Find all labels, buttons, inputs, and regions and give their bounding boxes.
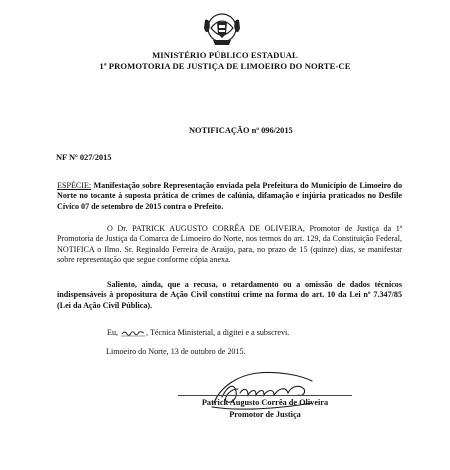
body-paragraph <box>57 224 402 266</box>
place-date: Limoeiro do Norte, 13 de outubro de 2015. <box>106 347 246 356</box>
clerk-suffix: , Técnica Ministerial, a digitei e a subscrevi. <box>146 328 290 337</box>
signer-name: Patrick Augusto Corrêa de Oliveira <box>201 398 329 407</box>
nf-number: NF Nº 027/2015 <box>56 153 112 162</box>
subject-text: Manifestação sobre Representação enviada pela Prefeitura do Município de Limoeiro do Norte no tocante à suposta prática de crimes de calúnia, difamação e injúria praticados no Desfile Cívico 07 de setembro de 2015 contra o Prefeito. <box>57 181 402 211</box>
coat-of-arms-logo <box>201 8 243 48</box>
clerk-initials-signature <box>120 328 146 338</box>
prosecutor-office-name: 1ª PROMOTORIA DE JUSTIÇA DE LIMOEIRO DO NORTE-CE <box>99 61 351 71</box>
subject-label: ESPÉCIE: <box>57 181 92 190</box>
institution-name: MINISTÉRIO PÚBLICO ESTADUAL <box>152 50 298 60</box>
subject-paragraph <box>57 181 402 212</box>
signature-line <box>178 395 352 396</box>
body-paragraph-text: O Dr. PATRICK AUGUSTO CORRÊA DE OLIVEIRA, Promotor de Justiça da 1ª Promotoria de Justiça da Comarca de Limoeiro do Norte, nos termos do art. 129, da Constituição Federal, NOTIFICA o Ilmo. Sr. Reginaldo Ferreira de Araújo, para, no prazo de 15 (quinze) dias, se manifestar sobre representação que segue conforme cópia anexa. <box>57 224 402 265</box>
clerk-line <box>107 328 289 338</box>
handwritten-signature <box>208 367 318 415</box>
warning-paragraph-text: Saliento, ainda, que a recusa, o retardamento ou a omissão de dados técnicos indispensáveis à propositura de Ação Civil constitui crime na forma do art. 10 da Lei nº 7.347/85 (Lei da Ação Civil Pública). <box>57 280 402 310</box>
signer-title: Promotor de Justiça <box>229 410 301 419</box>
clerk-prefix: Eu, <box>107 328 119 337</box>
warning-paragraph <box>57 280 402 311</box>
notification-title: NOTIFICAÇÃO nº 096/2015 <box>189 126 293 135</box>
